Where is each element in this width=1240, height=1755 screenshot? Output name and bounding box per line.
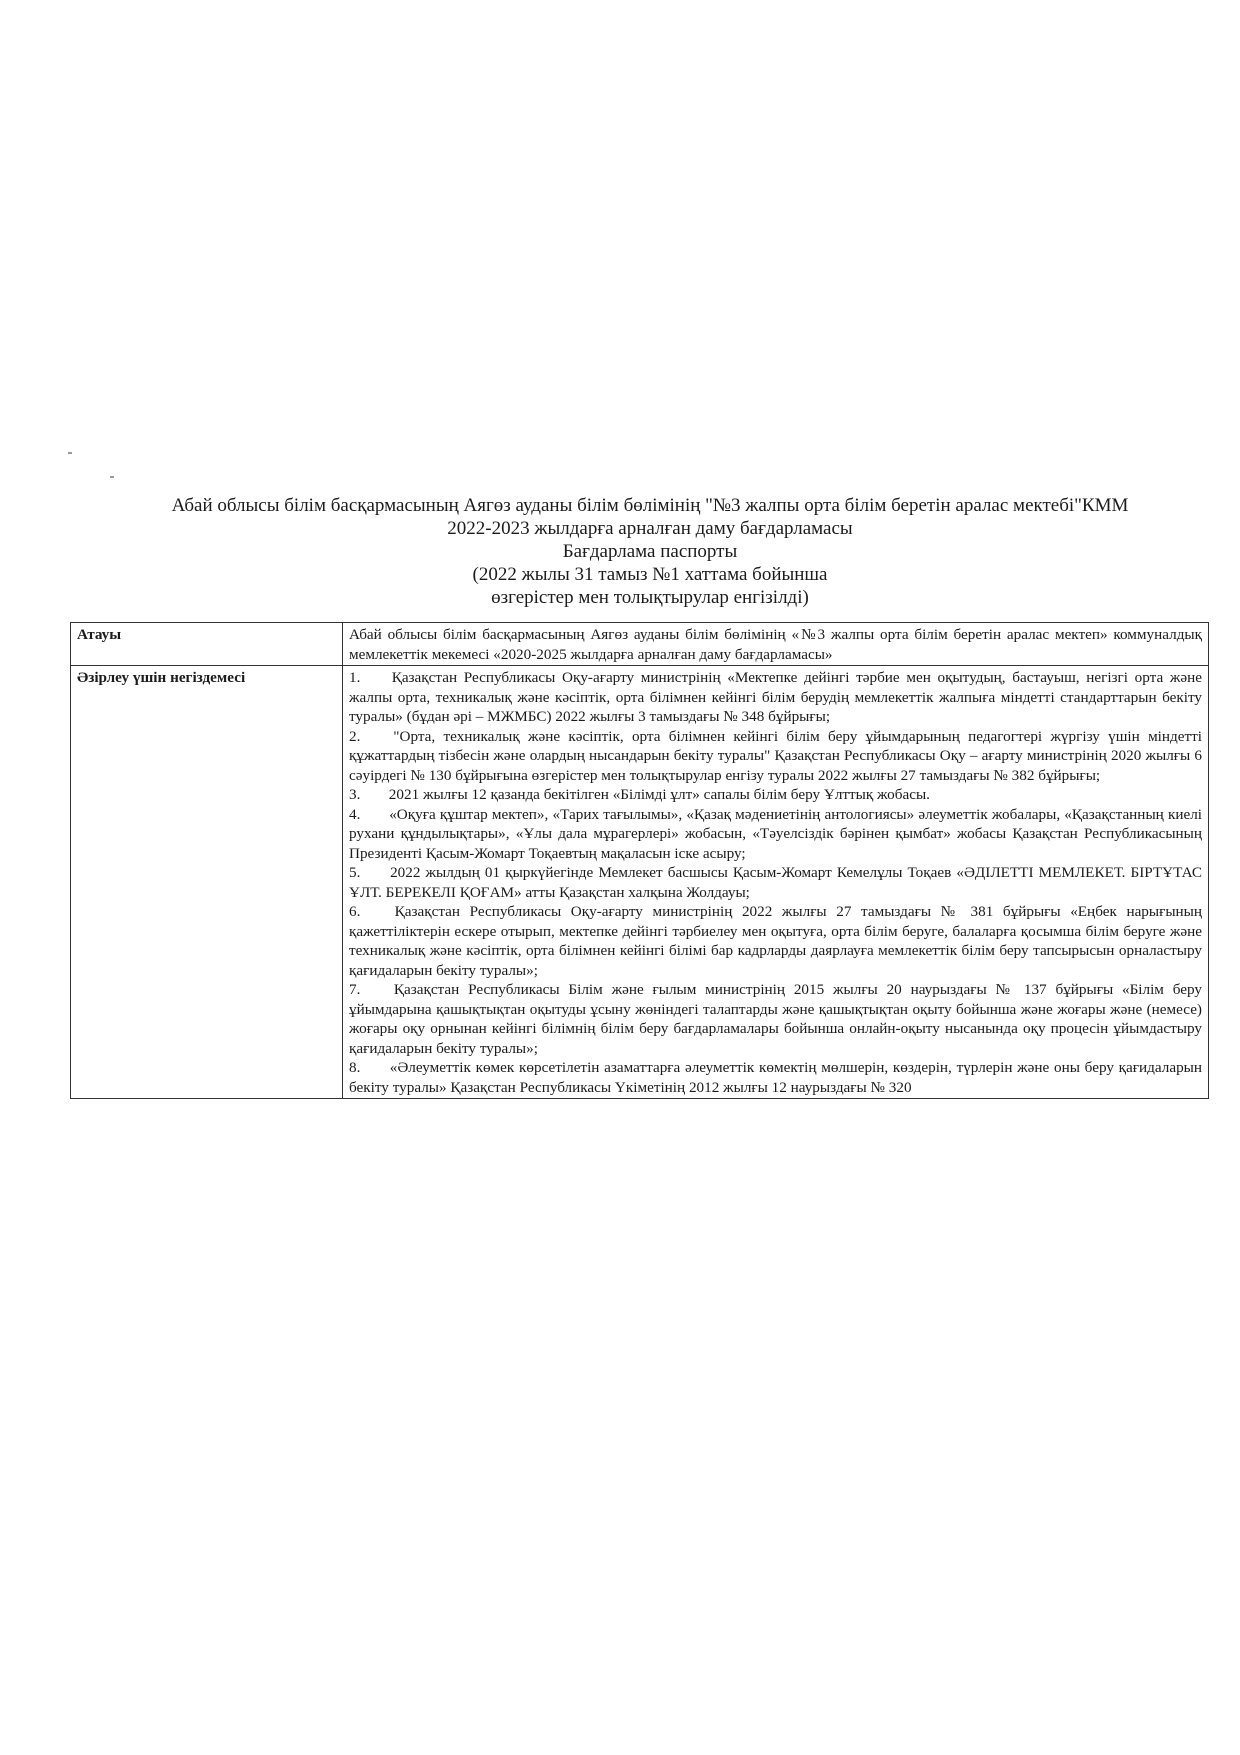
table-row <box>71 666 1209 1099</box>
row-value-basis <box>343 666 1209 1099</box>
item-text: Қазақстан Республикасы Білім және ғылым министрінің 2015 жылғы 20 наурыздағы № 137 бұйрығы «Білім беру ұйымдарына қашықтықтан оқытуды ұсыну жөніндегі талаптарды және қашықтықтан оқыту бойынша және жоғары және (немесе) жоғары оқу орнынан кейінгі білімнің білім беру бағдарламалары бойынша онлайн-оқыту нысанында оқу процесін ұйымдастыру қағидаларын бекіту туралы»; <box>349 981 1202 1057</box>
row-label-name: Атауы <box>71 623 343 666</box>
row-label-basis: Әзірлеу үшін негіздемесі <box>71 666 343 1099</box>
item-text: 2021 жылғы 12 қазанда бекітілген «Білімді ұлт» сапалы білім беру Ұлттық жобасы. <box>388 786 930 803</box>
list-item <box>349 727 1202 786</box>
title-line: (2022 жылы 31 тамыз №1 хаттама бойынша <box>472 564 828 585</box>
list-item <box>349 785 1202 805</box>
item-text: 2022 жылдың 01 қыркүйегінде Мемлекет басшысы Қасым-Жомарт Кемелұлы Тоқаев «ӘДІЛЕТТІ МЕМЛЕКЕТ. БІРТҰТАС ҰЛТ. БЕРЕКЕЛІ ҚОҒАМ» атты Қазақстан халқына Жолдауы; <box>349 864 1203 901</box>
item-number: 8. <box>349 1059 361 1076</box>
list-item <box>349 863 1202 902</box>
title-line: өзгерістер мен толықтырулар енгізілді) <box>491 587 809 608</box>
item-number: 5. <box>349 864 361 881</box>
item-text: Қазақстан Республикасы Оқу-ағарту министрінің «Мектепке дейінгі тәрбие мен оқытудың, бастауыш, негізгі орта және жалпы орта, техникалық және кәсіптік, орта білімнен кейінгі білім берудің мемлекеттік жалпыға міндетті стандарттарын бекіту туралы» (бұдан әрі – МЖМБС) 2022 жылғы 3 тамыздағы № 348 бұйрығы; <box>349 669 1203 725</box>
item-number: 3. <box>349 786 361 803</box>
item-number: 4. <box>349 805 361 823</box>
item-number: 2. <box>349 727 361 745</box>
list-item <box>349 1058 1202 1097</box>
list-item <box>349 902 1202 980</box>
scan-speck <box>110 476 114 478</box>
scan-speck <box>68 452 72 454</box>
page-title <box>120 494 1180 609</box>
passport-table <box>70 622 1209 1099</box>
item-text: Қазақстан Республикасы Оқу-ағарту министрінің 2022 жылғы 27 тамыздағы № 381 бұйрығы «Еңбек нарығының қажеттіліктерін ескере отырып, мектепке дейінгі тәрбиелеу мен оқытуға, орта білім беруге, балаларға қосымша білім беруге және техникалық және кәсіптік, орта білімнен кейінгі білімі бар кадрларды даярлауға мемлекеттік білім беру тапсырысын орналастыру қағидаларын бекіту туралы»; <box>349 903 1202 979</box>
title-line: 2022-2023 жылдарға арналған даму бағдарламасы <box>447 518 853 539</box>
list-item <box>349 805 1202 864</box>
row-value-name: Абай облысы білім басқармасының Аягөз ауданы білім бөлімінің «№3 жалпы орта білім беретін аралас мектеп» коммуналдық мемлекеттік мекемесі «2020-2025 жылдарға арналған даму бағдарламасы» <box>343 623 1209 666</box>
title-line: Бағдарлама паспорты <box>562 541 738 562</box>
item-text: «Оқуға құштар мектеп», «Тарих тағылымы», «Қазақ мәдениетінің антологиясы» әлеуметтік жобалары, «Қазақстанның киелі рухани құндылықтары», «Ұлы дала мұрагерлері» жобасын, «Тәуелсіздік бәрінен қымбат» жобасы Қазақстан Республикасының Президенті Қасым-Жомарт Тоқаевтың мақаласын іске асыру; <box>349 805 1202 862</box>
item-text: "Орта, техникалық және кәсіптік, орта білімнен кейінгі білім беру ұйымдарының педагогтері жүргізу үшін міндетті құжаттардың тізбесін және олардың нысандарын бекіту туралы" Қазақстан Республикасы Оқу – ағарту министрінің 2020 жылғы 6 сәуірдегі № 130 бұйрығына өзгерістер мен толықтырулар енгізу туралы 2022 жылғы 27 тамыздағы № 382 бұйрығы; <box>349 727 1202 784</box>
table-row <box>71 623 1209 666</box>
item-number: 1. <box>349 669 361 686</box>
item-text: «Әлеуметтік көмек көрсетілетін азаматтарға әлеуметтік көмектің мөлшерін, көздерін, түрлерін және оны беру қағидаларын бекіту туралы» Қазақстан Республикасы Үкіметінің 2012 жылғы 12 наурыздағы № 320 <box>349 1059 1202 1096</box>
item-number: 6. <box>349 903 361 920</box>
list-item <box>349 980 1202 1058</box>
title-line: Абай облысы білім басқармасының Аягөз ауданы білім бөлімінің "№3 жалпы орта білім беретін аралас мектебі"КММ <box>171 495 1129 516</box>
list-item <box>349 668 1202 727</box>
item-number: 7. <box>349 981 361 998</box>
